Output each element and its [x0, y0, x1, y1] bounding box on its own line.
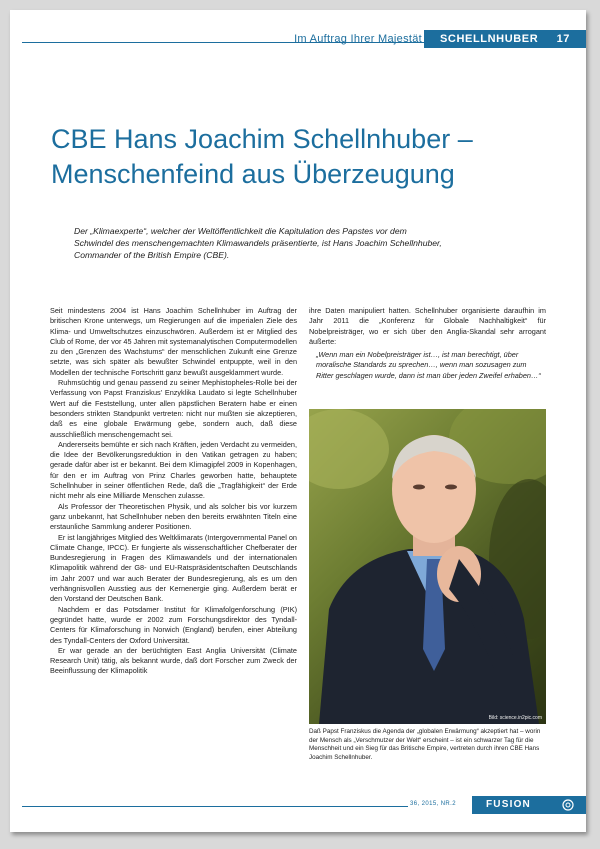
body-paragraph: Seit mindestens 2004 ist Hans Joachim Schellnhuber im Auftrag der britischen Krone unterwegs, um Regierungen auf die imperialen Ziele des Klima- und Umweltschutzes einzuschwören. Außerdem ist er Mitglied des Club of Rome, der vor 45 Jahren mit systemanalytischen Computermodellen zu den „Grenzen des Wachstums“ der menschlichen Zukunft eine Grenze setzte, was sich später als bewußter Schwindel entpuppte, weil in den Modellen der technische Fortschritt ganz bewußt ausgeklammert wurde.	[50, 306, 297, 377]
body-paragraph: Er ist langjähriges Mitglied des Weltklimarats (Intergovernmental Panel on Climate Change, IPCC). Er fungierte als wissenschaftlicher Chefberater der Bundesregierung in Fragen des Klimawandels und der internationalen Klimapolitik während der G8- und EU-Ratspräsidentschaften Deutschlands im Jahr 2007 und war auch Berater der Bundesregierung, als es um den verhängnisvollen Ausstieg aus der Kernenergie ging. Außerdem berät er den Vorstand der Deutschen Bank.	[50, 532, 297, 604]
article-title-line-2: Menschenfeind aus Überzeugung	[51, 159, 455, 189]
portrait-photo	[309, 409, 546, 724]
body-paragraph: Als Professor der Theoretischen Physik, und als solcher bis vor kurzem ganz unbekannt, hat Schellnhuber neben den bereits erwähnten Titeln eine erstaunliche Sammlung anderer Positionen.	[50, 501, 297, 532]
footer-magazine-box	[472, 796, 586, 814]
magazine-page	[10, 10, 586, 832]
page-number: 17	[556, 33, 570, 45]
footer-issue: 36, 2015, NR.2	[410, 801, 456, 807]
body-paragraph: Ruhmsüchtig und genau passend zu seiner Mephistopheles-Rolle bei der Verfassung von Papst Franziskus’ Enzyklika Laudato si legte Schellnhuber Wert auf die Feststellung, unter allen päpstlichen Beratern habe er einen besonders strikten Standpunkt vertreten: nicht nur mußten sie akzeptieren, daß es eine globale Erwärmung gebe, sondern auch, daß diese ausschließlich menschengemacht sei.	[50, 378, 297, 439]
article-title-line-1: CBE Hans Joachim Schellnhuber –	[51, 124, 473, 154]
photo-caption: Daß Papst Franziskus die Agenda der „globalen Erwärmung“ akzeptiert hat – worin der Mensch als „Verschmutzer der Welt“ erscheint – ist ein schwarzer Tag für die Menschheit und ein Sieg für das Britische Empire, vertreten durch ihren CBE Hans Joachim Schellnhuber.	[309, 728, 541, 761]
footer-magazine-name: FUSION	[486, 799, 531, 810]
photo-credit: Bild: science.in2pic.com	[488, 715, 542, 721]
article-title	[51, 122, 551, 192]
footer-rule	[22, 806, 408, 807]
header-label-box	[424, 30, 586, 48]
body-paragraph: Nachdem er das Potsdamer Institut für Klimafolgenforschung (PIK) gegründet hatte, wurde er 2002 zum Forschungsdirektor des Tyndall-Centers für Klimaforschung in Norwich (England) berufen, einer Abteilung des Tyndall-Centers der Oxford Universität.	[50, 604, 297, 645]
header-section-title: Im Auftrag Ihrer Majestät	[294, 33, 422, 45]
globe-logo-icon	[562, 799, 574, 811]
body-paragraph: Andererseits bemühte er sich nach Kräften, jeden Verdacht zu vermeiden, die Idee der Bevölkerungsreduktion in den Vatikan getragen zu haben; gerade dafür aber ist er bekannt. Bei dem Klimagipfel 2009 in Kopenhagen, für den er im Auftrag von Prinz Charles geworben hatte, behauptete Schellnhuber in seiner öffentlichen Rede, daß die „Tragfähigkeit“ der Erde nicht mehr als eine Milliarde Menschen zulasse.	[50, 439, 297, 501]
pull-quote: „Wenn man ein Nobelpreisträger ist…, ist man berechtigt, über moralische Standards zu sprechen…, wenn man sozusagen zum Ritter geschlagen wurde, dann ist man über jeden Zweifel erhaben…“	[316, 350, 541, 380]
body-column-right	[309, 306, 546, 347]
body-paragraph: ihre Daten manipuliert hatten. Schellnhuber organisierte daraufhin im Jahr 2011 die „Konferenz für Globale Nachhaltigkeit“ für Nobelpreisträger, wo er sich über den Anglia-Skandal sehr arrogant äußerte:	[309, 306, 546, 346]
body-column-left	[50, 306, 297, 677]
header-subject-name: SCHELLNHUBER	[440, 33, 539, 45]
article-lead: Der „Klimaexperte“, welcher der Weltöffentlichkeit die Kapitulation des Papstes vor dem Schwindel des menschengemachten Klimawandels präsentierte, ist Hans Joachim Schellnhuber, Commander of the British Empire (CBE).	[74, 226, 442, 260]
portrait-illustration	[309, 409, 546, 724]
body-paragraph: Er war gerade an der berüchtigten East Anglia Universität (Climate Research Unit) tätig, als bekannt wurde, daß dort Forscher zum Zweck der Beeinflussung der Klimapolitik	[50, 645, 297, 676]
